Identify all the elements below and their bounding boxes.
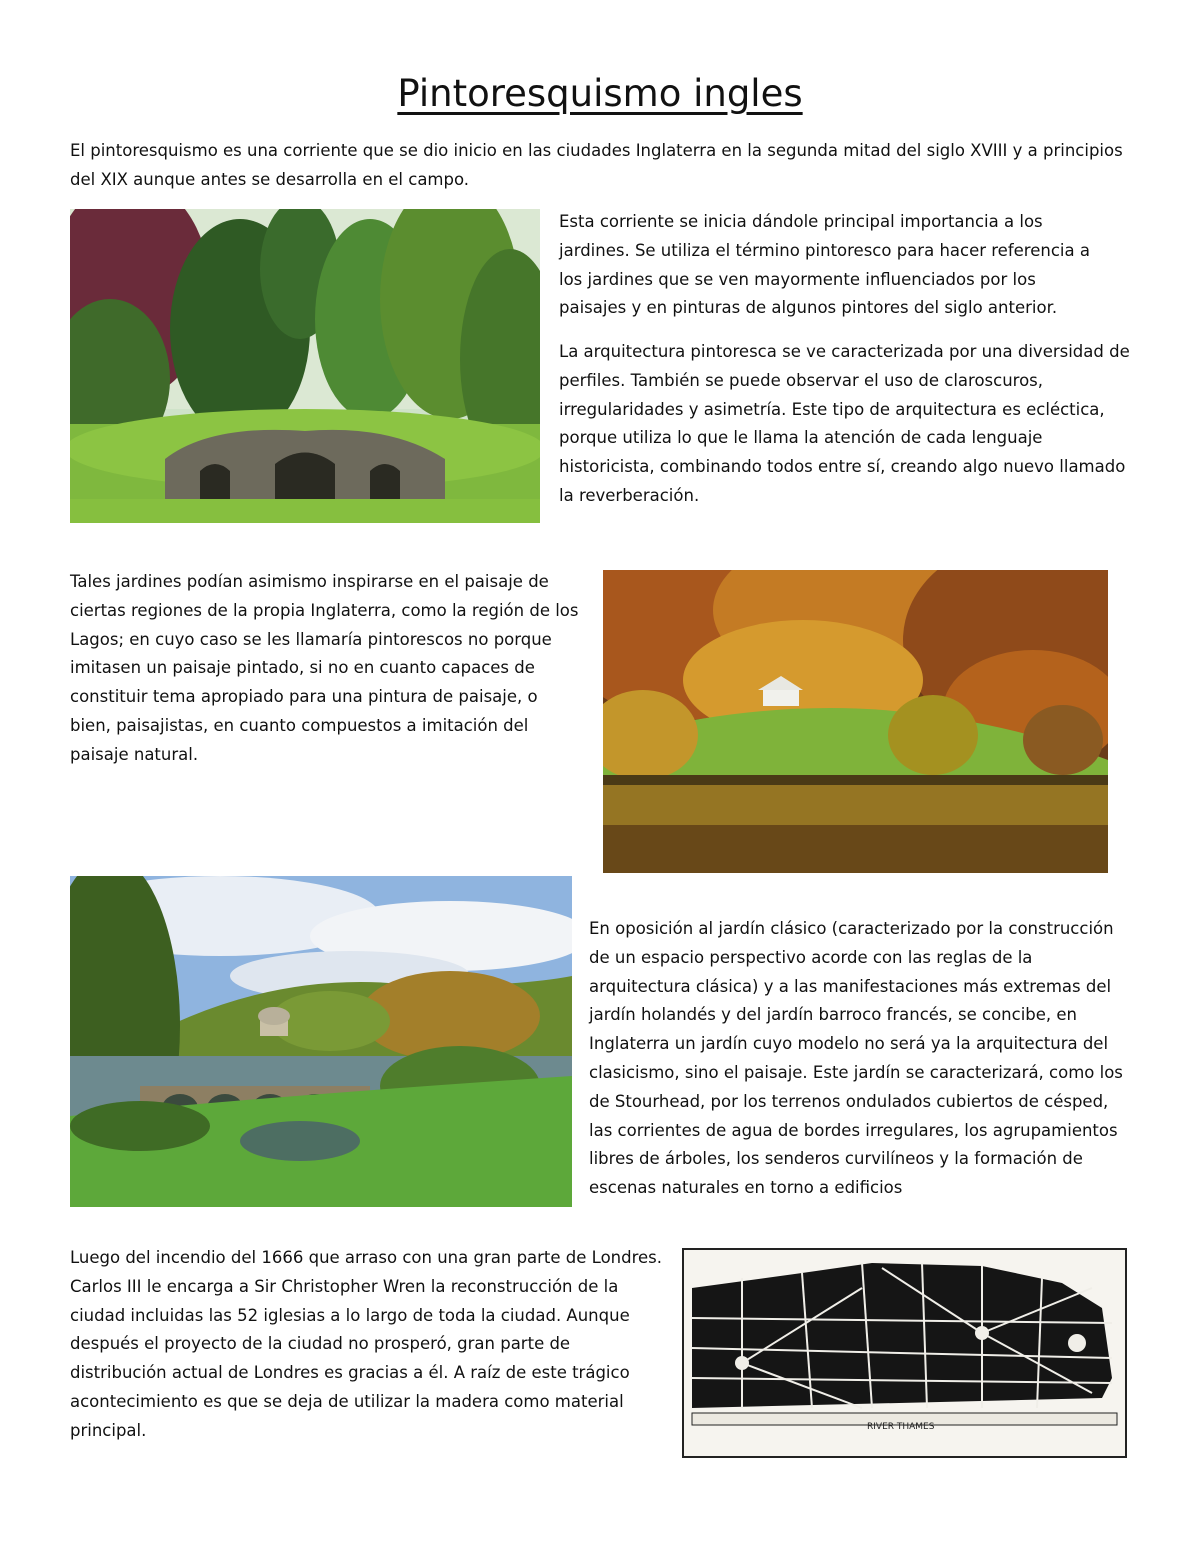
section3-paragraph: En oposición al jardín clásico (caracterizado por la construcción de un espacio perspectivo acorde con las reglas de la arquitectura clásica) y a las manifestaciones más extremas del jardín holandés y del jardín barroco francés, se concibe, en Inglaterra un jardín cuyo modelo no será ya la arquitectura del clasicismo, sino el paisaje. Este jardín se caracterizará, como los de Stourhead, por los terrenos ondulados cubiertos de césped, las corrientes de agua de bordes irregulares, los agrupamientos libres de árboles, los senderos curvilíneos y la formación de escenas naturales en torno a edificios <box>589 919 1123 1198</box>
section1-paragraph2: La arquitectura pintoresca se ve caracterizada por una diversidad de perfiles. También se puede observar el uso de claroscuros, irregularidades y asimetría. Este tipo de arquitectura es ecléctica, porque utiliza lo que le llama la atención de cada lenguaje historicista, combinando todos entre sí, creando algo nuevo llamado la reverberación. <box>559 342 1130 505</box>
page-title: Pintoresquismo ingles <box>397 72 803 115</box>
section1-paragraph1: Esta corriente se inicia dándole principal importancia a los jardines. Se utiliza el término pintoresco para hacer referencia a los jardines que se ven mayormente influenciados por los paisajes y en pinturas de algunos pintores del siglo anterior. <box>559 212 1090 318</box>
intro-paragraph: El pintoresquismo es una corriente que se dio inicio en las ciudades Inglaterra en la segunda mitad del siglo XVIII y a principios del XIX aunque antes se desarrolla en el campo. <box>70 141 1123 189</box>
section4-paragraph: Luego del incendio del 1666 que arraso con una gran parte de Londres. Carlos III le encarga a Sir Christopher Wren la reconstrucción de la ciudad incluidas las 52 iglesias a lo largo de toda la ciudad. Aunque después el proyecto de la ciudad no prosperó, gran parte de distribución actual de Londres es gracias a él. A raíz de este trágico acontecimiento es que se deja de utilizar la madera como material principal. <box>70 1248 663 1440</box>
autumn-lake-photo <box>603 570 1108 873</box>
section2-paragraph: Tales jardines podían asimismo inspirarse en el paisaje de ciertas regiones de la propia Inglaterra, como la región de los Lagos; en cuyo caso se les llamaría pintorescos no porque imitasen un paisaje pintado, si no en cuanto capaces de constituir tema apropiado para una pintura de paisaje, o bien, paisajistas, en cuanto compuestos a imitación del paisaje natural. <box>70 572 579 764</box>
wren-london-plan-map <box>682 1248 1127 1458</box>
stourhead-bridge-photo <box>70 876 572 1207</box>
garden-grotto-photo <box>70 209 540 523</box>
map-river-label: RIVER THAMES <box>867 1422 935 1432</box>
